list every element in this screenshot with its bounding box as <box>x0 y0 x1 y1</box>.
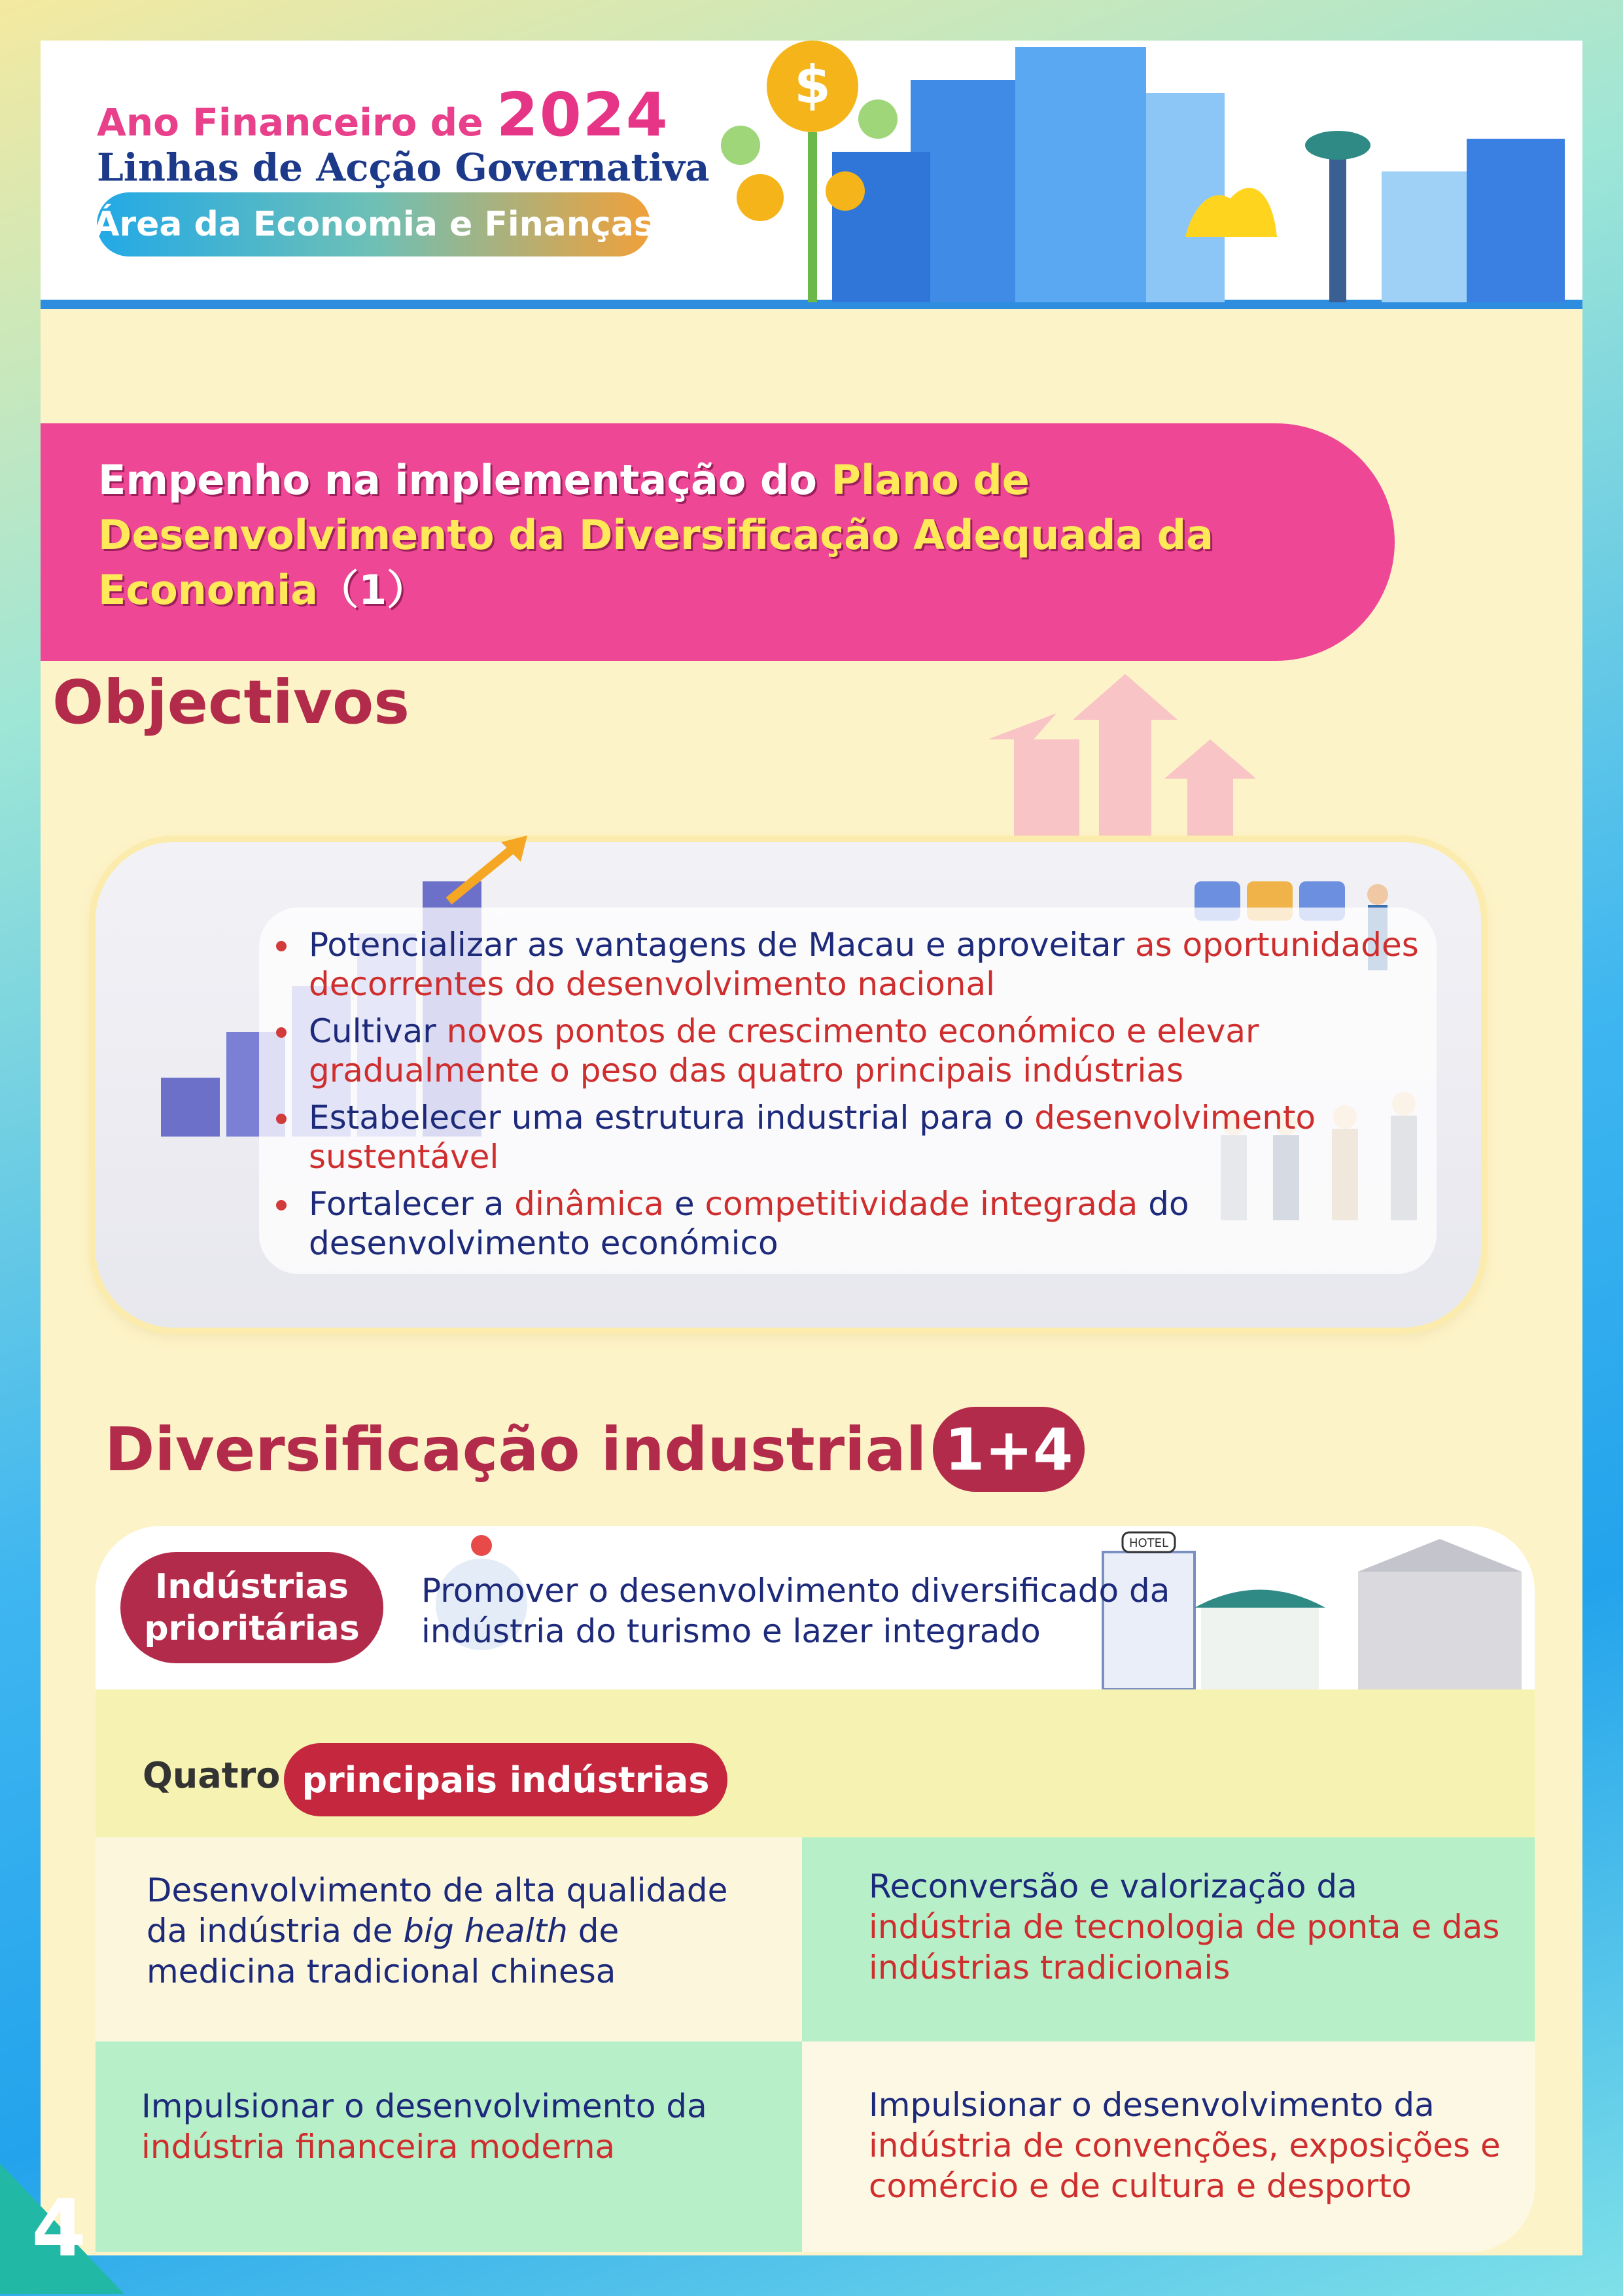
page-number: 4 <box>31 2183 86 2274</box>
principais-industrias-pill: principais indústrias <box>284 1743 727 1816</box>
header-panel <box>41 41 1582 309</box>
tcm-text-c: de medicina tradicional chinesa <box>147 1912 620 1990</box>
quadrant-mice-text <box>869 2085 1510 2206</box>
objectivos-heading: Objectivos <box>52 667 410 737</box>
diversificacao-heading <box>105 1407 1085 1492</box>
quadrant-tech-text <box>869 1866 1510 1988</box>
header <box>41 41 1582 309</box>
objective-highlight: desenvolvimento sustentável <box>309 1099 1316 1176</box>
area-pill: Área da Economia e Finanças <box>97 192 650 256</box>
objective-text: Potencializar as vantagens de Macau e aproveitar <box>309 926 1135 964</box>
header-title <box>97 80 669 150</box>
objective-text: Fortalecer a <box>309 1185 515 1223</box>
objective-text: Estabelecer uma estrutura industrial para o <box>309 1099 1035 1137</box>
growth-arrows-illustration <box>981 674 1269 838</box>
city-illustration <box>714 41 1582 309</box>
objective-highlight: novos pontos de crescimento económico e elevar gradualmente o peso das quatro principais indústrias <box>309 1012 1259 1089</box>
section-banner <box>41 423 1395 661</box>
title-year: 2024 <box>496 80 669 150</box>
one-plus-four-badge: 1+4 <box>933 1407 1085 1492</box>
objective-highlight: dinâmica <box>514 1185 664 1223</box>
prioritarias-pill: Indústrias prioritárias <box>120 1552 383 1663</box>
banner-highlight: Plano de Desenvolvimento da Diversificação Adequada da Economia <box>98 456 1213 614</box>
finance-text-highlight: indústria financeira moderna <box>141 2128 616 2166</box>
objective-text: Cultivar <box>309 1012 447 1050</box>
objective-item <box>272 1098 1423 1176</box>
banner-number: （1） <box>318 566 428 614</box>
objective-item <box>272 1184 1423 1263</box>
objective-item <box>272 925 1423 1004</box>
tcm-text-italic: big health <box>403 1912 568 1950</box>
banner-part1: Empenho na implementação do <box>98 456 831 504</box>
banner-title <box>98 453 1341 618</box>
mice-text-a: Impulsionar o desenvolvimento da <box>869 2086 1435 2124</box>
tcm-text-a: Desenvolvimento de alta qualidade da indústria de <box>147 1871 728 1950</box>
svg-text:$: $ <box>794 54 831 115</box>
tech-text-highlight: indústria de tecnologia de ponta e das indústrias tradicionais <box>869 1908 1500 1987</box>
prioritarias-text: Promover o desenvolvimento diversificado da indústria do turismo e lazer integrado <box>421 1572 1170 1650</box>
objective-highlight: competitividade integrada <box>705 1185 1138 1223</box>
quadrant-finance-text <box>141 2086 743 2167</box>
diversificacao-title: Diversificação industrial <box>105 1414 927 1485</box>
header-subtitle: Linhas de Acção Governativa <box>97 145 710 190</box>
quadrant-tcm-text <box>147 1870 775 1992</box>
finance-text-a: Impulsionar o desenvolvimento da <box>141 2087 707 2125</box>
objective-item <box>272 1012 1423 1090</box>
objective-text: e <box>663 1185 705 1223</box>
title-prefix: Ano Financeiro de <box>97 100 483 145</box>
svg-text:HOTEL: HOTEL <box>1128 1536 1169 1550</box>
objectives-list <box>272 925 1423 1271</box>
mice-text-highlight: indústria de convenções, exposições e comércio e de cultura e desporto <box>869 2127 1501 2205</box>
quatro-label: Quatro <box>143 1755 281 1796</box>
objective-text: do desenvolvimento económico <box>309 1185 1189 1262</box>
tech-text-a: Reconversão e valorização da <box>869 1867 1357 1905</box>
objective-highlight: as oportunidades decorrentes do desenvolvimento nacional <box>309 926 1419 1003</box>
